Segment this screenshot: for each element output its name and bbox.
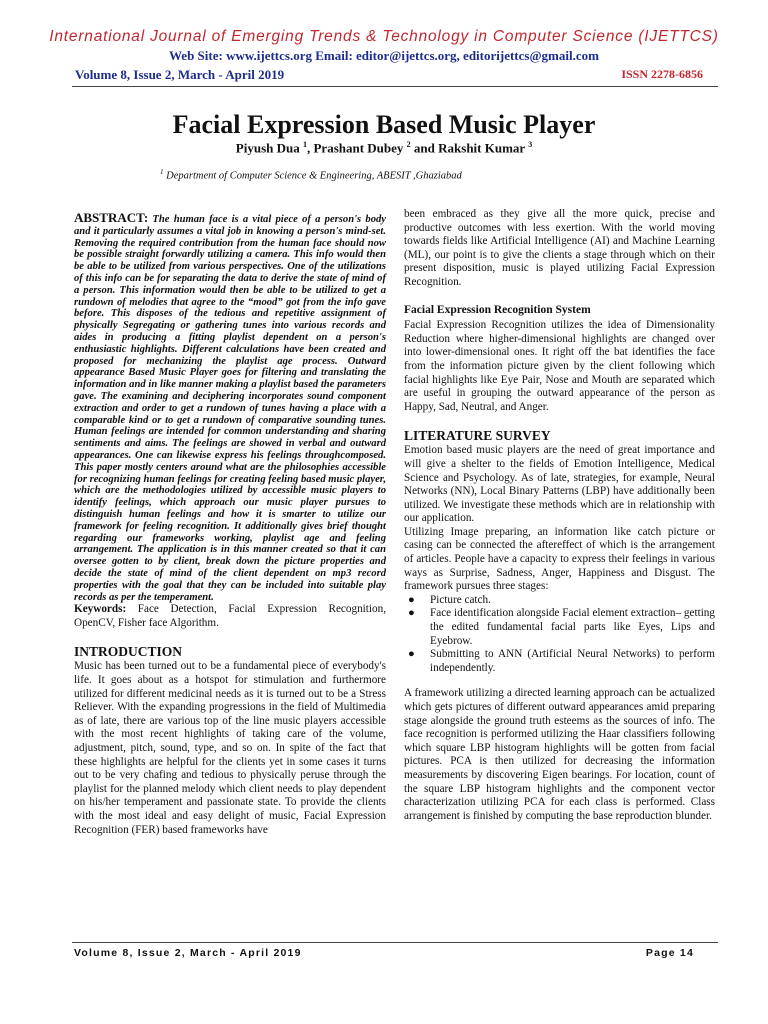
literature-para-3: A framework utilizing a directed learning approach can be actualized which gets pictures of different outward appearances amid preparing stage alongside the ground truth esteems as the sources of info. The face recognition is performed utilizing the Haar classifiers following which square LBP histogram highlights will be gotten from facial pictures. PCA is then utilized for decreasing the information measurements by discovering Eigen bearings. For location, count of the square LBP histogram highlights and the component vector characterization utilizing PCA for each class is performed. Class arrangement is finished by computing the base reproduction blunder. (404, 687, 715, 822)
author-3: Rakshit Kumar (438, 140, 525, 156)
introduction-heading: INTRODUCTION (74, 644, 183, 660)
bullet-icon: ● (408, 593, 415, 606)
literature-para-1: Emotion based music players are the need of great importance and will give a shelter to the fields of Emotion Intelligence, Medical Science and Psychology. As of late, strategies, for example, Neural Networks (NN), Local Binary Patterns (LBP) have additionally been utilized. We investigate these methods which are in relationship with our application. (404, 444, 715, 525)
footer (74, 947, 694, 959)
stages-list (404, 594, 715, 676)
list-item-text: Face identification alongside Facial element extraction– getting the edited fundamental facial parts like Eyes, Lips and Eyebrow. (430, 607, 715, 647)
paper-title: Facial Expression Based Music Player (172, 110, 596, 139)
bullet-icon: ● (408, 648, 415, 661)
right-column (404, 208, 715, 823)
author-2-sup: 2 (406, 140, 411, 149)
author-1: Piyush Dua (235, 140, 300, 156)
spacer (404, 675, 715, 687)
list-item (404, 594, 715, 608)
footer-rule (72, 942, 718, 943)
author-separator: , (306, 140, 314, 156)
issn: ISSN 2278-6856 (621, 67, 703, 81)
abstract-text: The human face is a vital piece of a person's body and it particularly assumes a vital job in knowing a person's mind-set. Removing the required contribution from the human face should now be possible straight forwardly utilizing a camera. This info would then be able to be utilized from various perspectives. One of the utilizations of this info can be for separating the data to derive the state of mind of a person. This information would then be able to be utilized to get a rundown of melodies that agree to the “mood” got from the info gave before. This disposes of the tedious and repetitive assignment of physically Segregating or gathering tunes into various records and aides in producing a fitting playlist dependent on a person's enthusiastic highlights. Different calculations have been created and proposed for mechanizing the playlist age process. Outward appearance Based Music Player goes for filtering and translating the information and in like manner making a playlist based the parameters gave. The examining and deciphering incorporates sound component extraction and order to get a rundown of tunes having a place with a comparable kind or to get a rundown of comparative sounding tunes. Human feelings are intended for common understanding and sharing sentiments and aims. The feelings are showed in verbal and outward appearances. One can likewise express his feelings throughcomposed. This paper mostly centers around what are the philosophies accessible for recognizing human feelings for creating feeling based music player, which are the methodologies utilized by accessible music players to identify feelings, which approach our music player pursues to distinguish human feelings and how it is smarter to utilize our framework for feeling recognition. It additionally gives brief thought regarding our frameworks working, playlist age and feeling arrangement. The application is in this manner created so that it can oversee gotten to by client, break down the picture properties and decide the state of mind of the client dependent on mp3 record properties with the goal that they can be included into suitable play records as per the temperament. (74, 214, 386, 603)
fer-text: Facial Expression Recognition utilizes the idea of Dimensionality Reduction where higher-dimensional highlights are changed over into lower-dimensional ones. It right off the bat identifies the face from the information picture given by the client following which facial highlights like Eye Pair, Nose and Mouth are separated which are useful in grouping the outward appearance of the person as Happy, Sad, Neutral, and Anger. (404, 319, 715, 413)
keywords-heading: Keywords: (74, 603, 127, 616)
introduction-continued: been embraced as they give all the more quick, precise and productive outcomes with less exertion. With the world moving towards fields like Artificial Intelligence (AI) and Machine Learning (ML), our point is to give the clients a stage through which on their present disposition, music is played utilizing Facial Expression Recognition. (404, 208, 715, 288)
volume-info: Volume 8, Issue 2, March - April 2019 (75, 67, 285, 82)
list-item-text: Submitting to ANN (Artificial Neural Networks) to perform independently. (430, 648, 715, 674)
affiliation-text: Department of Computer Science & Engineering, ABESIT ,Ghaziabad (166, 170, 462, 182)
journal-website: Web Site: www.ijettcs.org Email: editor@ijettcs.org, editorijettcs@gmail.com (169, 48, 599, 63)
fer-heading: Facial Expression Recognition System (404, 303, 591, 316)
abstract-heading: ABSTRACT: (74, 210, 149, 225)
author-3-sup: 3 (528, 140, 533, 149)
author-2: Prashant Dubey (313, 140, 404, 156)
footer-volume: Volume 8, Issue 2, March - April 2019 (74, 947, 302, 959)
volume-row (75, 67, 703, 83)
author-1-sup: 1 (302, 140, 307, 149)
affiliation (160, 168, 720, 182)
literature-para-2: Utilizing Image preparing, an information like catch picture or casing can be connected the aftereffect of which is the arrangement of articles. People have a capacity to express their feelings in various ways as Surprise, Sadness, Anger, Happiness and Disgust. The framework pursues three stages: (404, 525, 715, 593)
authors (0, 140, 768, 156)
abstract (74, 212, 386, 603)
literature-survey-heading: LITERATURE SURVEY (404, 428, 551, 444)
introduction-text: Music has been turned out to be a fundamental piece of everybody's life. It goes about as a hotspot for stimulation and furthermore utilized for different medicinal needs as it is turned out to be a Stress Reliever. With the expanding progressions in the field of Multimedia as of late, there are various top of the line music players accessible with the most recent highlights of taking care of the volume, adjustment, pitch, sound, type, and so on. In spite of the fact that these highlights are helpful for the clients yet in some cases it turns out to be very chafing and tedious to physically peruse through the playlist for the planned melody which client needs to play dependent on his/her temperament and passionate state. To provide the clients with the most ideal and easy delight of music, Facial Expression Recognition (FER) based frameworks have (74, 660, 386, 836)
affiliation-sup: 1 (160, 168, 164, 176)
list-item-text: Picture catch. (430, 593, 491, 606)
left-column (74, 212, 386, 837)
keywords (74, 603, 386, 630)
list-item (404, 648, 715, 675)
journal-title: International Journal of Emerging Trends & Technology in Computer Science (IJETTCS) (49, 28, 719, 45)
keywords-text: Face Detection, Facial Expression Recognition, OpenCV, Fisher face Algorithm. (74, 603, 386, 629)
author-and: and (410, 140, 439, 156)
page-number: Page 14 (645, 947, 694, 959)
header-rule (72, 86, 718, 87)
bullet-icon: ● (408, 607, 415, 620)
list-item (404, 607, 715, 648)
